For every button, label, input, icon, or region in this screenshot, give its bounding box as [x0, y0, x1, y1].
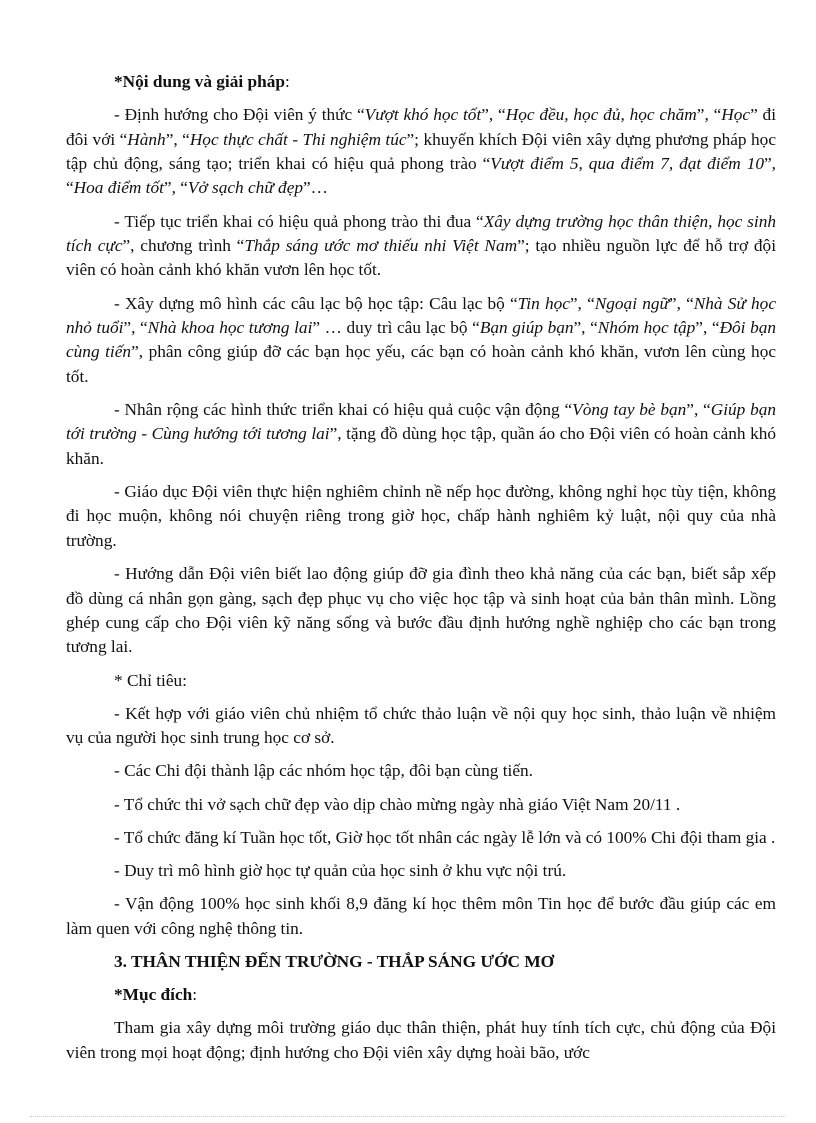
- heading-colon: :: [192, 984, 198, 1004]
- paragraph-study-clubs: - Xây dựng mô hình các câu lạc bộ học tập: Câu lạc bộ “Tin học”, “Ngoại ngữ”, “Nhà Sử học nhỏ tuổi”, “Nhà khoa học tương lai” … duy trì câu lạc bộ “Bạn giúp bạn”, “Nhóm học tập”, “Đôi bạn cùng tiến”, phân công giúp đỡ các bạn học yếu, các bạn có hoàn cảnh khó khăn, vươn lên cùng học tốt.: [66, 293, 777, 386]
- paragraph-orientation: - Định hướng cho Đội viên ý thức “Vượt khó học tốt”, “Học đều, học đủ, học chăm”, “Học” đi đôi với “Hành”, “Học thực chất - Thi nghiệm túc”; khuyến khích Đội viên xây dựng phương pháp học tập chủ động, sáng tạo; triển khai có hiệu quả phong trào “Vượt điểm 5, qua điểm 7, đạt điểm 10”, “Hoa điểm tốt”, “Vở sạch chữ đẹp”…: [66, 105, 777, 198]
- document-body: [66, 70, 776, 1074]
- target-item: - Các Chi đội thành lập các nhóm học tập, đôi bạn cùng tiến.: [114, 761, 533, 781]
- paragraph-purpose: Tham gia xây dựng môi trường giáo dục thân thiện, phát huy tính tích cực, chủ động của Đội viên trong mọi hoạt động; định hướng cho Đội viên xây dựng hoài bão, ước: [66, 1018, 776, 1062]
- heading-content-solutions: [66, 70, 776, 94]
- paragraph-discipline: - Giáo dục Đội viên thực hiện nghiêm chỉnh nề nếp học đường, không nghỉ học tùy tiện, không đi học muộn, không nói chuyện riêng trong giờ học, chấp hành nghiêm kỷ luật, nội quy của nhà trường.: [66, 482, 776, 550]
- heading-purpose-text: *Mục đích: [114, 984, 193, 1004]
- target-item: - Tổ chức đăng kí Tuần học tốt, Giờ học tốt nhân các ngày lễ lớn và có 100% Chi đội tham gia .: [114, 827, 776, 847]
- target-item: - Duy trì mô hình giờ học tự quản của học sinh ở khu vực nội trú.: [114, 860, 567, 880]
- target-item: - Kết hợp với giáo viên chủ nhiệm tổ chức thảo luận về nội quy học sinh, thảo luận về nhiệm vụ của người học sinh trung học cơ sở.: [66, 703, 776, 748]
- heading-colon: :: [284, 72, 290, 91]
- section-3-title: 3. THÂN THIỆN ĐẾN TRƯỜNG - THẮP SÁNG ƯỚC MƠ: [114, 951, 555, 971]
- heading-targets: * Chỉ tiêu:: [114, 670, 187, 690]
- heading-content-text: *Nội dung và giải pháp: [114, 72, 285, 91]
- target-item: - Tổ chức thi vở sạch chữ đẹp vào dịp chào mừng ngày nhà giáo Việt Nam 20/11 .: [114, 794, 681, 814]
- paragraph-campaigns: - Nhân rộng các hình thức triển khai có hiệu quả cuộc vận động “Vòng tay bè bạn”, “Giúp bạn tới trường - Cùng hướng tới tương lai”, tặng đồ dùng học tập, quần áo cho Đội viên có hoàn cảnh khó khăn.: [66, 400, 776, 468]
- heading-purpose: [66, 983, 776, 1007]
- target-item: - Vận động 100% học sinh khối 8,9 đăng kí học thêm môn Tin học để bước đầu giúp các em làm quen với công nghệ thông tin.: [66, 894, 776, 938]
- page-bottom-border: [30, 1116, 786, 1117]
- paragraph-life-skills: - Hướng dẫn Đội viên biết lao động giúp đỡ gia đình theo khả năng của các bạn, biết sắp xếp đồ dùng cá nhân gọn gàng, sạch đẹp phục vụ cho việc học tập và sinh hoạt của bản thân mình. Lồng ghép cung cấp cho Đội viên kỹ năng sống và bước đầu định hướng nghề nghiệp cho các bạn trong tương lai.: [66, 564, 776, 657]
- paragraph-emulation-movement: - Tiếp tục triển khai có hiệu quả phong trào thi đua “Xây dựng trường học thân thiện, học sinh tích cực”, chương trình “Thắp sáng ước mơ thiếu nhi Việt Nam”; tạo nhiều nguồn lực để hỗ trợ đội viên có hoàn cảnh khó khăn vươn lên học tốt.: [66, 211, 777, 280]
